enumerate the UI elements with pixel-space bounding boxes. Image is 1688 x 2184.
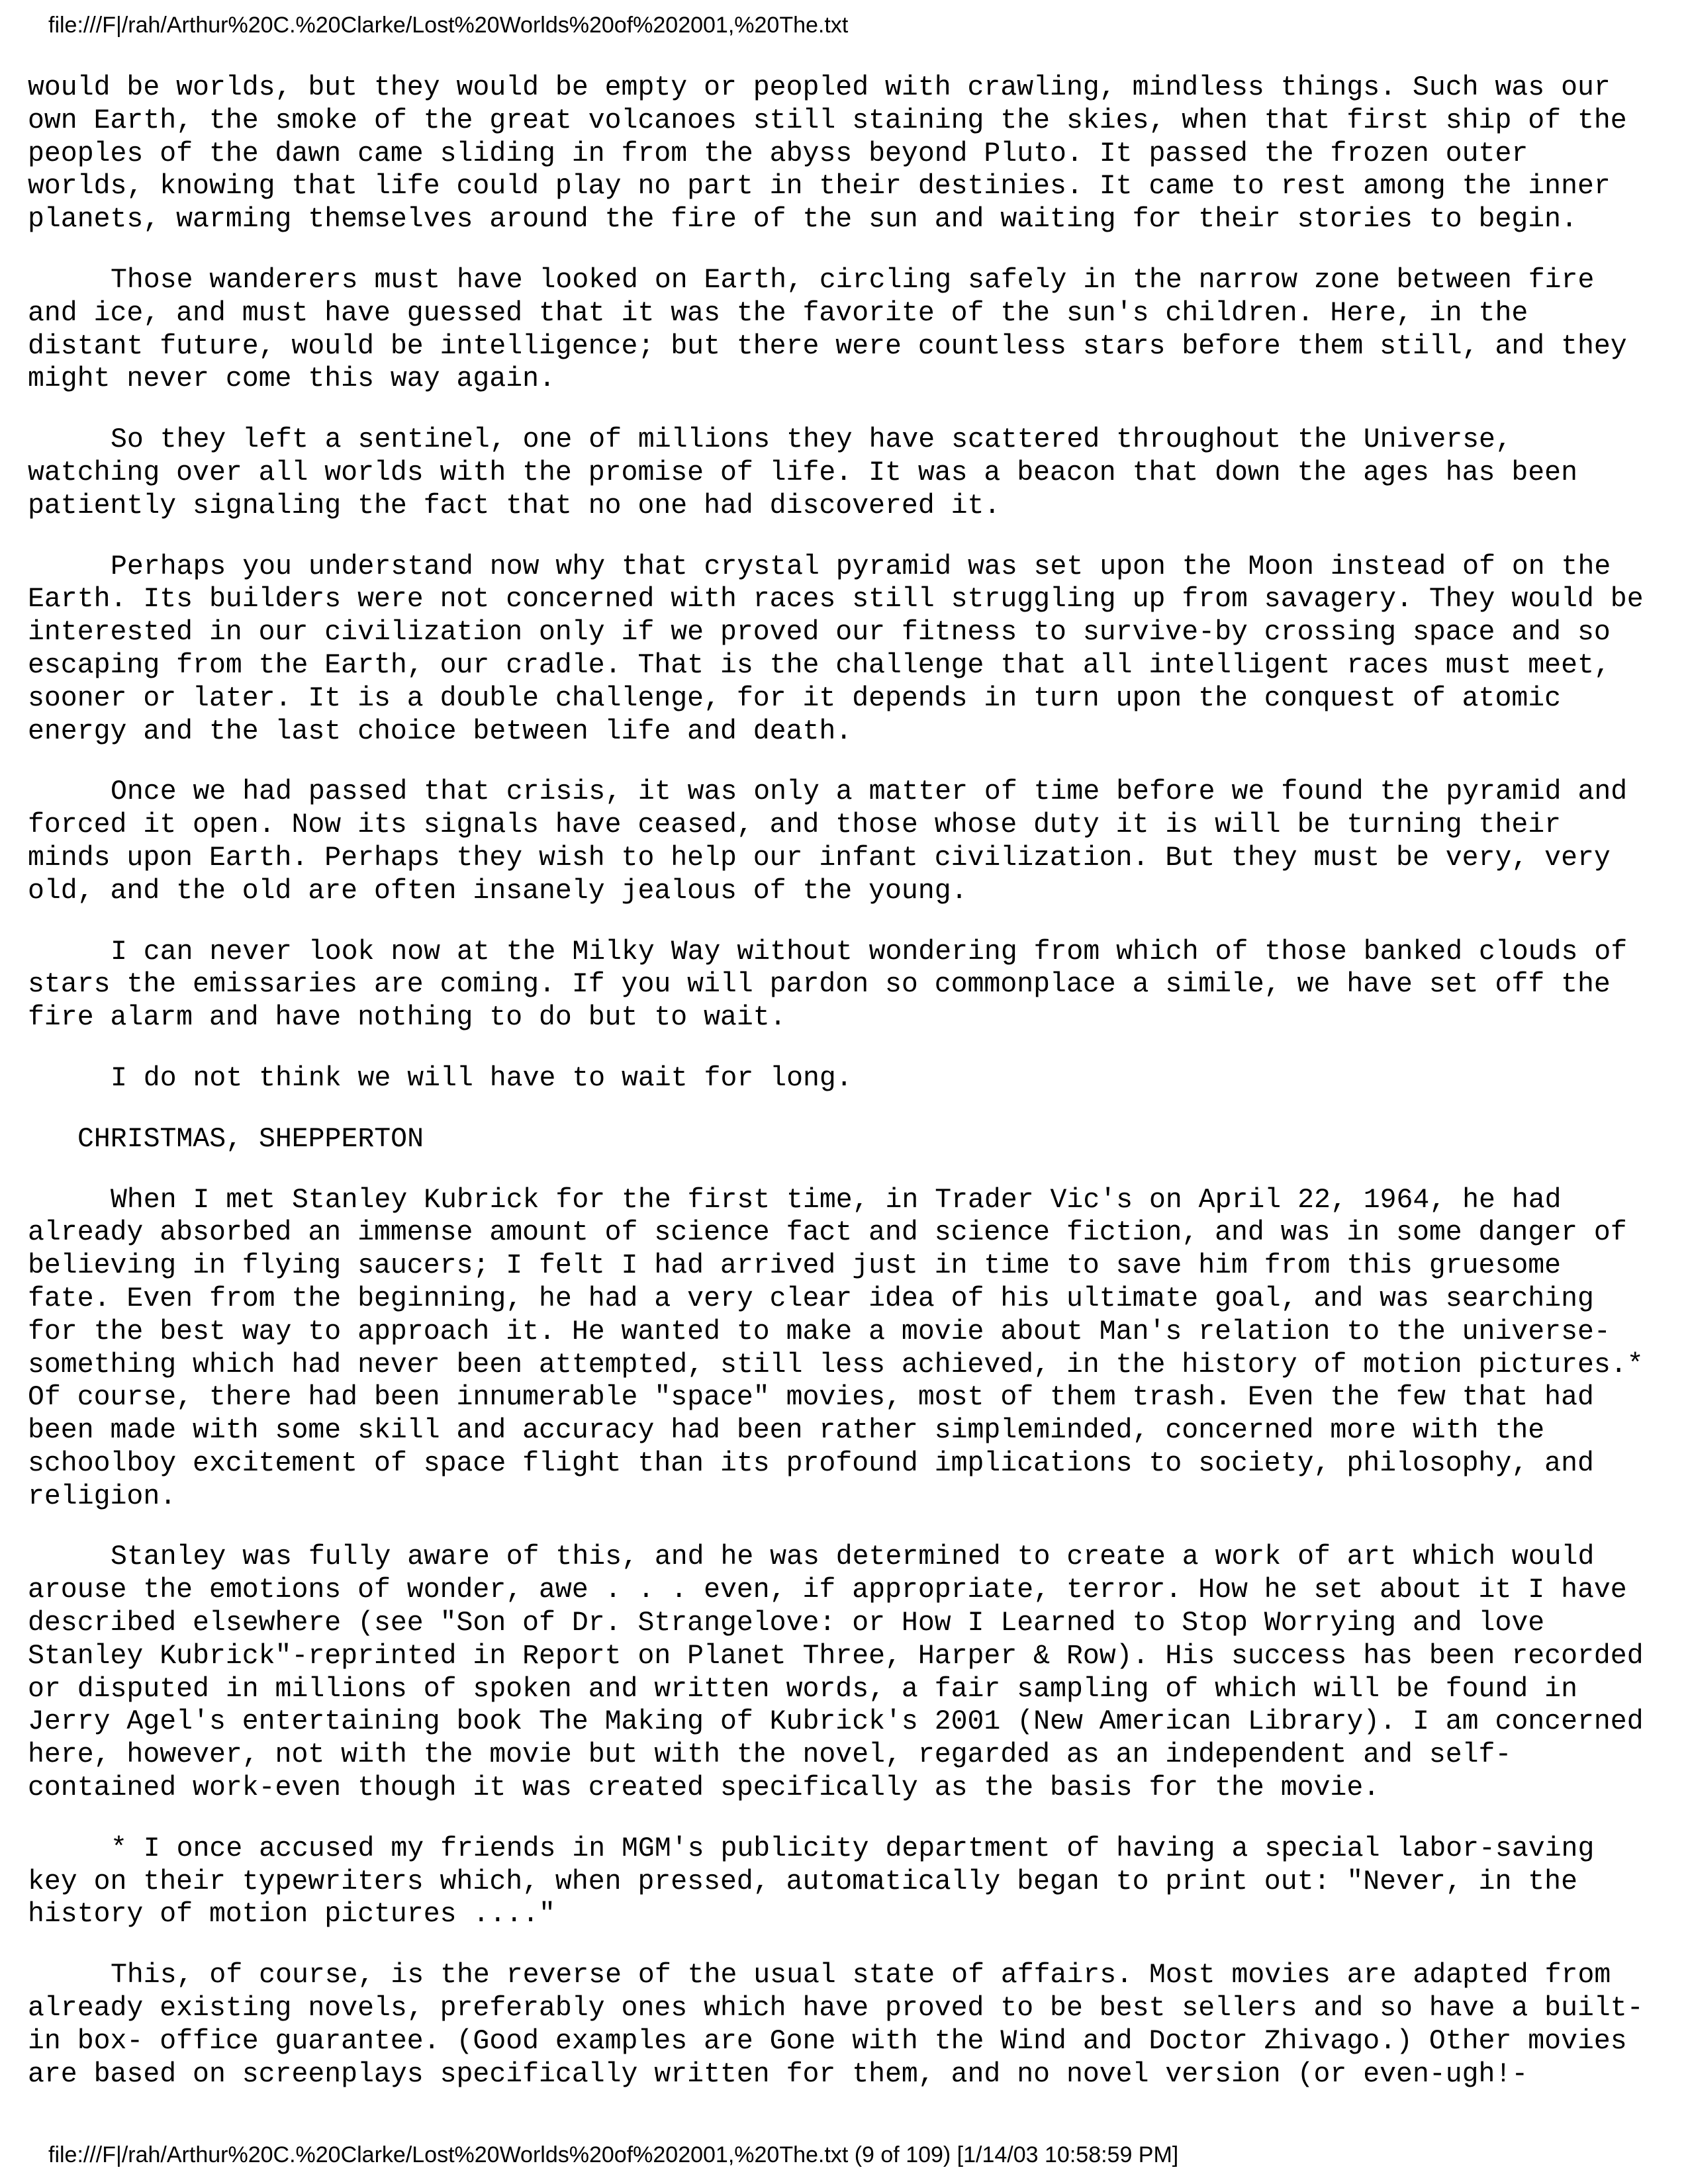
page-header-path: file:///F|/rah/Arthur%20C.%20Clarke/Lost%20Worlds%20of%202001,%20The.txt: [48, 13, 849, 38]
paragraph-2: Those wanderers must have looked on Earth, circling safely in the narrow zone between fire and ice, and must have guessed that it was the favorite of the sun's children. Here, in the distant future, would be intelligence; but there were countless stars before them still, and they might never come this way again.: [28, 264, 1627, 395]
paragraph-7: I do not think we will have to wait for long.: [111, 1062, 853, 1094]
document-body: [28, 71, 1669, 2118]
paragraph-5: Once we had passed that crisis, it was only a matter of time before we found the pyramid and forced it open. Now its signals have ceased, and those whose duty it is will be turning their minds upon Earth. Perhaps they wish to help our infant civilization. But they must be very, very old, and the old are often insanely jealous of the young.: [28, 776, 1628, 907]
page-footer-status: file:///F|/rah/Arthur%20C.%20Clarke/Lost%20Worlds%20of%202001,%20The.txt (9 of 109) [1/14/03 10:58:59 PM]: [48, 2142, 1179, 2167]
paragraph-8: When I met Stanley Kubrick for the first time, in Trader Vic's on April 22, 1964, he had already absorbed an immense amount of science fact and science fiction, and was in some danger of believing in flying saucers; I felt I had arrived just in time to save him from this gruesome fate. Even from the beginning, he had a very clear idea of his ultimate goal, and was searching for the best way to approach it. He wanted to make a movie about Man's relation to the universe- something which had never been attempted, still less achieved, in the history of motion pictures.* Of course, there had been innumerable "space" movies, most of them trash. Even the few that had been made with some skill and accuracy had been rather simpleminded, concerned more with the schoolboy excitement of space flight than its profound implications to society, philosophy, and religion.: [28, 1184, 1644, 1512]
footnote-paragraph: * I once accused my friends in MGM's publicity department of having a special labor-saving key on their typewriters which, when pressed, automatically began to print out: "Never, in the history of motion pictures ....": [28, 1833, 1595, 1931]
paragraph-4: Perhaps you understand now why that crystal pyramid was set upon the Moon instead of on the Earth. Its builders were not concerned with races still struggling up from savagery. They would be interested in our civilization only if we proved our fitness to survive-by crossing space and so escaping from the Earth, our cradle. That is the challenge that all intelligent races must meet, sooner or later. It is a double challenge, for it depends in turn upon the conquest of atomic energy and the last choice between life and death.: [28, 551, 1644, 747]
section-heading: CHRISTMAS, SHEPPERTON: [77, 1123, 424, 1155]
paragraph-1: would be worlds, but they would be empty or peopled with crawling, mindless things. Such was our own Earth, the smoke of the great volcanoes still staining the skies, when that first ship of the peoples of the dawn came sliding in from the abyss beyond Pluto. It passed the frozen outer worlds, knowing that life could play no part in their destinies. It came to rest among the inner planets, warming themselves around the fire of the sun and waiting for their stories to begin.: [28, 72, 1627, 236]
paragraph-10: This, of course, is the reverse of the usual state of affairs. Most movies are adapted from already existing novels, preferably ones which have proved to be best sellers and so have a built- in box- office guarantee. (Good examples are Gone with the Wind and Doctor Zhivago.) Other movies are based on screenplays specifically written for them, and no novel version (or even-ugh!-: [28, 1960, 1644, 2090]
paragraph-9: Stanley was fully aware of this, and he was determined to create a work of art which would arouse the emotions of wonder, awe . . . even, if appropriate, terror. How he set about it I have described elsewhere (see "Son of Dr. Strangelove: or How I Learned to Stop Worrying and love Stanley Kubrick"-reprinted in Report on Planet Three, Harper & Row). His success has been recorded or disputed in millions of spoken and written words, a fair sampling of which will be found in Jerry Agel's entertaining book The Making of Kubrick's 2001 (New American Library). I am concerned here, however, not with the movie but with the novel, regarded as an independent and self- contained work-even though it was created specifically as the basis for the movie.: [28, 1541, 1644, 1804]
paragraph-6: I can never look now at the Milky Way without wondering from which of those banked clouds of stars the emissaries are coming. If you will pardon so commonplace a simile, we have set off the fire alarm and have nothing to do but to wait.: [28, 936, 1628, 1034]
paragraph-3: So they left a sentinel, one of millions they have scattered throughout the Universe, watching over all worlds with the promise of life. It was a beacon that down the ages has been patiently signaling the fact that no one had discovered it.: [28, 424, 1577, 522]
